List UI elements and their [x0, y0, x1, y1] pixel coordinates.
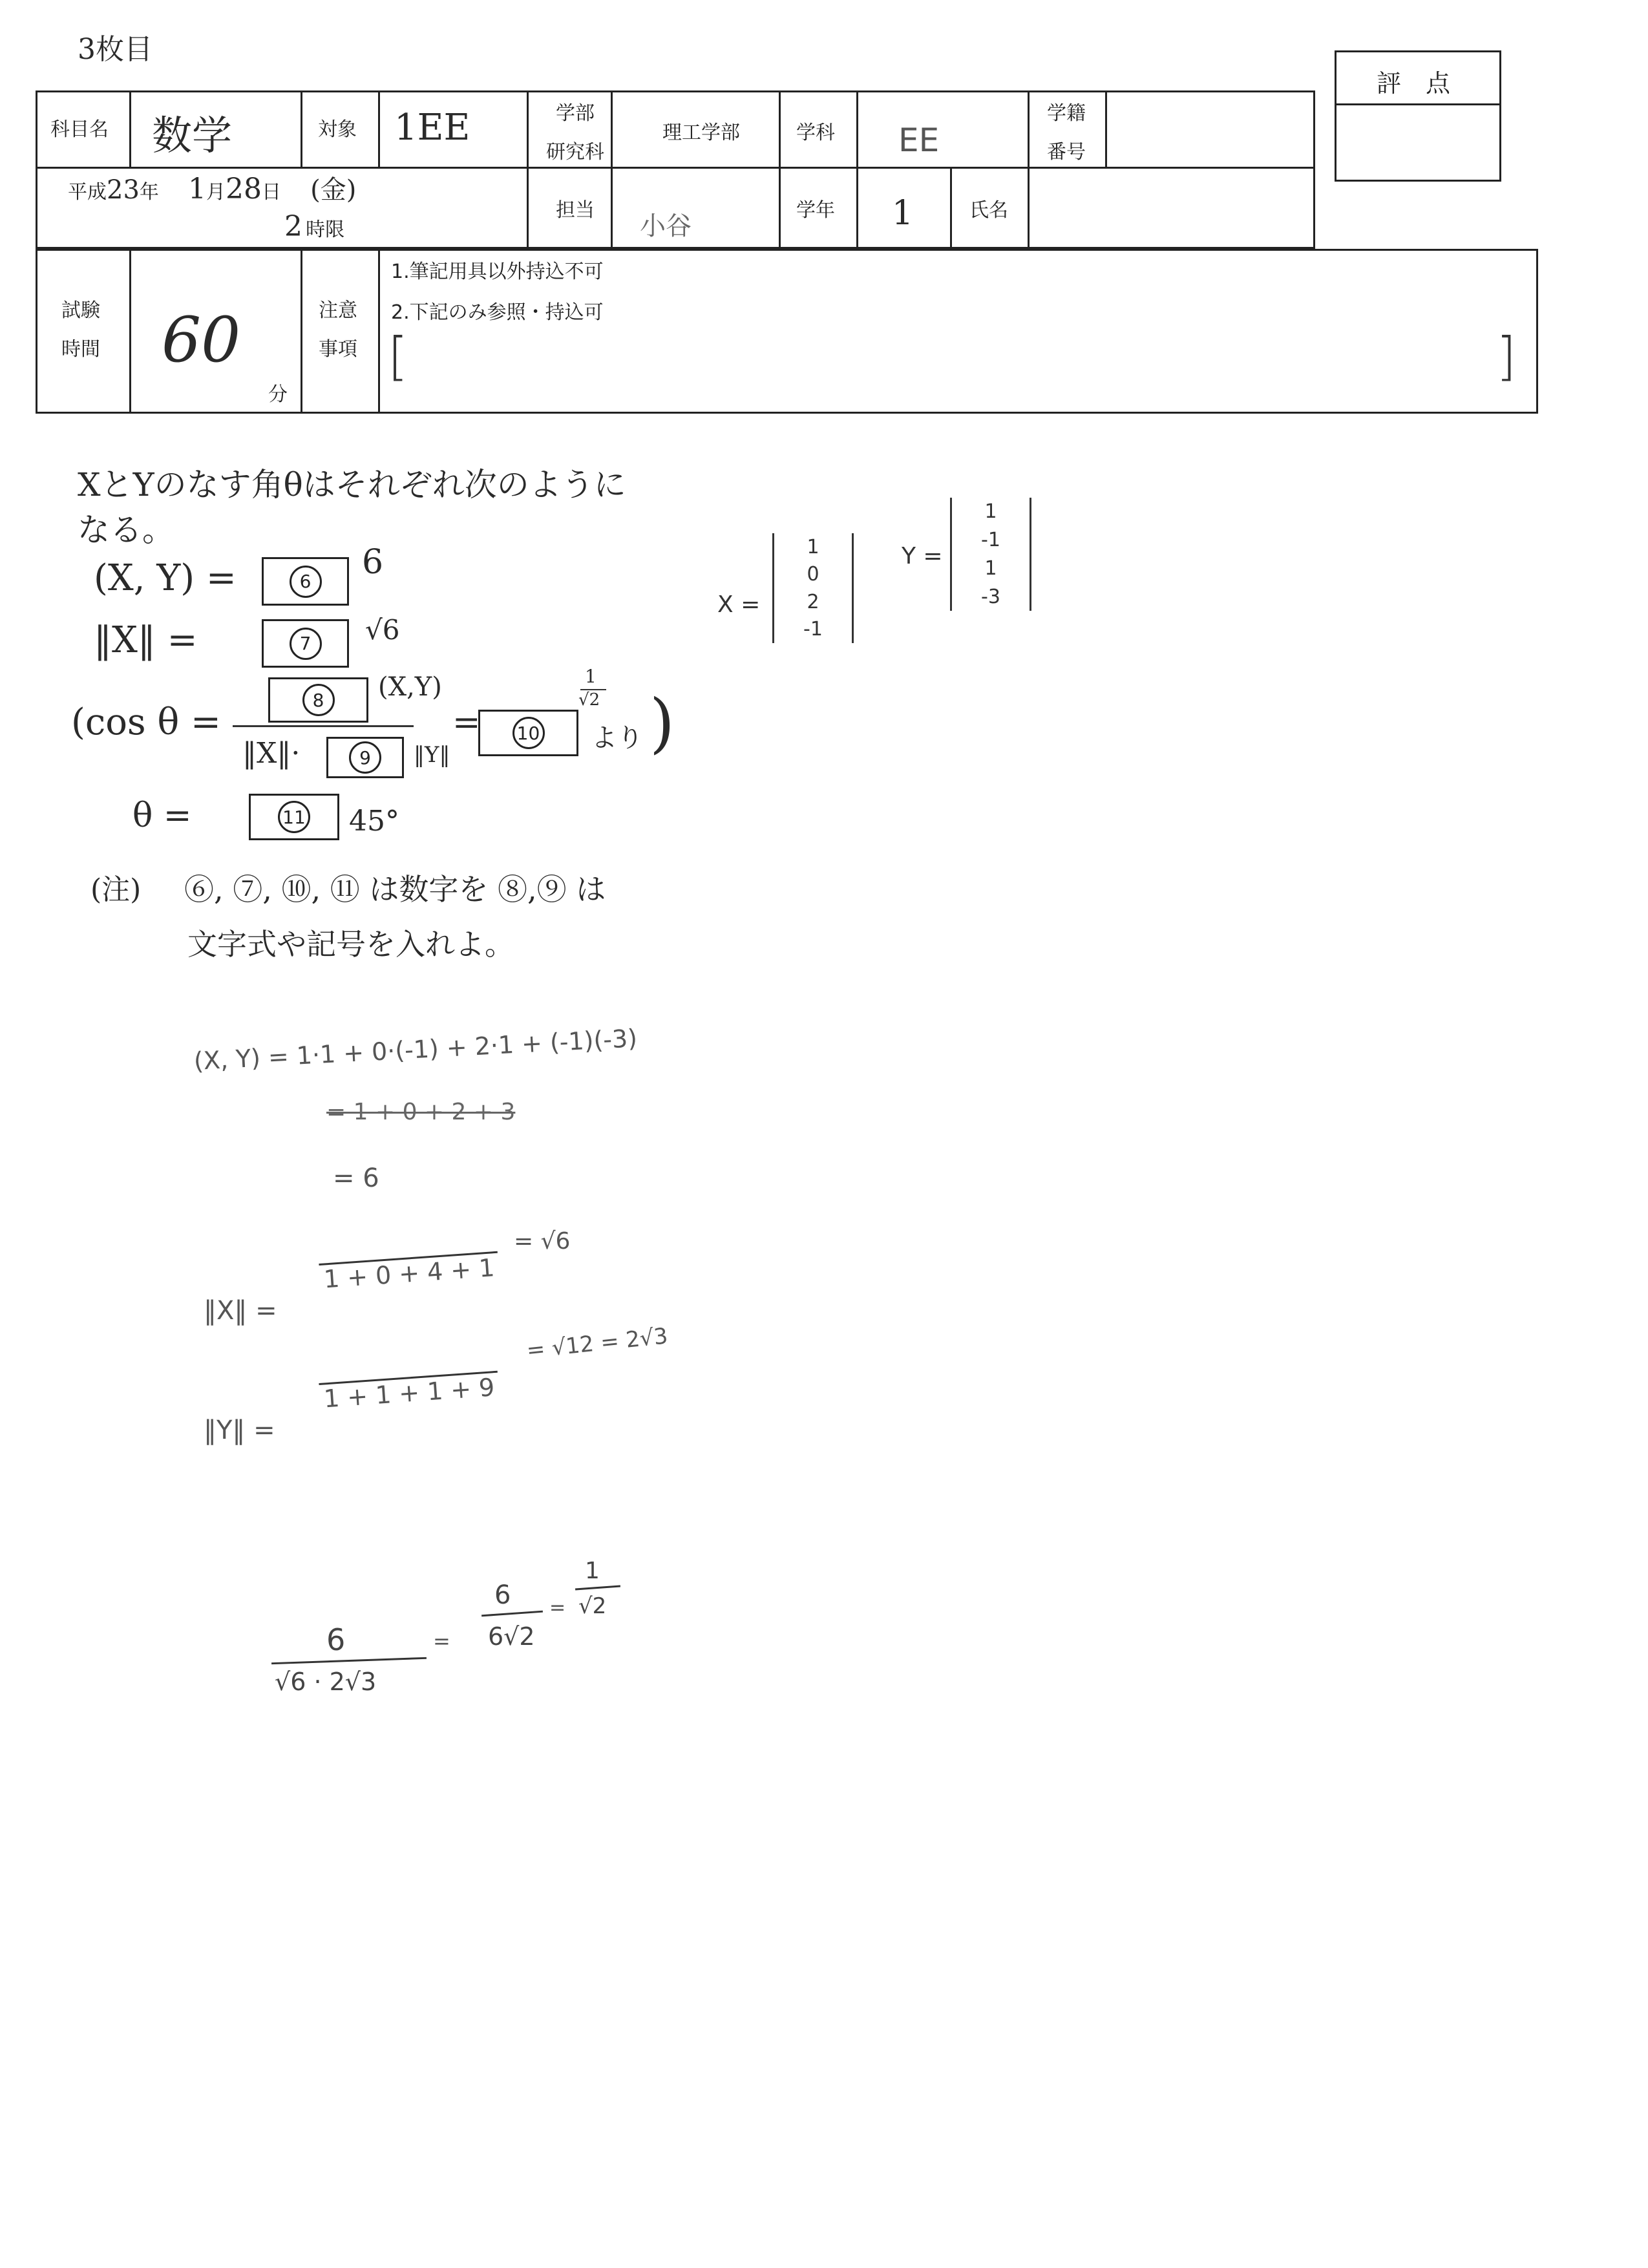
subject-value: 数学	[152, 112, 233, 159]
vector-y-entry: 1	[984, 500, 997, 524]
notes-label-2: 事項	[319, 338, 357, 361]
bracket-close: ]	[1496, 326, 1517, 387]
work-normx-lhs: ‖X‖ =	[204, 1296, 277, 1326]
answer-9: ‖Y‖	[414, 742, 450, 768]
work-inner-2: = 1 + 0 + 2 + 3	[326, 1099, 516, 1125]
work-frac3-num: 1	[585, 1558, 600, 1584]
vector-x-entry: 1	[807, 535, 819, 558]
score-label: 評 点	[1377, 69, 1451, 98]
answer-10-num: 1	[585, 666, 597, 687]
norm-x-lhs: ‖X‖ =	[94, 619, 198, 661]
answer-box-11: 11	[249, 794, 339, 840]
teacher-value: 小谷	[640, 211, 692, 241]
faculty-value: 理工学部	[662, 122, 740, 144]
theta-lhs: θ =	[132, 796, 192, 835]
exam-info-table	[36, 249, 1538, 414]
vector-y-entry: -1	[981, 529, 1000, 552]
vector-x-label: X =	[717, 591, 761, 618]
work-normy-result: = √12 = 2√3	[525, 1323, 670, 1364]
answer-10-den: √2	[578, 690, 600, 710]
note-line-1: ⑥, ⑦, ⑩, ⑪ は数字を ⑧,⑨ は	[184, 872, 606, 907]
note-line-2: 文字式や記号を入れよ。	[187, 927, 514, 962]
intro-line-2: なる。	[78, 511, 174, 549]
notes-label-1: 注意	[319, 299, 357, 322]
work-frac-eq1: =	[433, 1629, 450, 1653]
cos-denominator-lhs: ‖X‖·	[242, 737, 301, 770]
target-label: 対象	[318, 118, 357, 141]
exam-time-value: 60	[162, 304, 241, 376]
grade-label: 学年	[796, 199, 835, 222]
cos-lhs: (cos θ =	[71, 701, 221, 743]
work-normy-lhs: ‖Y‖ =	[204, 1415, 275, 1445]
faculty-label-2: 研究科	[546, 141, 604, 164]
answer-8: (X,Y)	[378, 672, 442, 702]
vector-y	[950, 498, 1031, 611]
vector-y-entry: -3	[981, 585, 1000, 608]
answer-10-tail: より	[591, 723, 643, 753]
work-inner-1: (X, Y) = 1·1 + 0·(-1) + 2·1 + (-1)(-3)	[193, 1024, 639, 1076]
exam-time-label-1: 試験	[61, 299, 100, 322]
exam-period: 2 時限	[284, 210, 345, 243]
work-normx-result: = √6	[514, 1228, 571, 1255]
vector-x-entry: 2	[807, 590, 819, 613]
cos-close-paren: )	[650, 685, 675, 761]
exam-time-label-2: 時間	[61, 338, 100, 361]
student-no-label-2: 番号	[1047, 141, 1086, 164]
vector-x-entry: 0	[807, 563, 819, 586]
student-no-label-1: 学籍	[1047, 102, 1086, 125]
answer-11: 45°	[349, 805, 399, 838]
subject-label: 科目名	[50, 118, 109, 141]
vector-x	[772, 533, 854, 643]
sheet-mark: 3枚目	[78, 33, 153, 66]
answer-6: 6	[362, 543, 384, 582]
work-frac1-num: 6	[326, 1622, 346, 1657]
answer-box-8: 8	[268, 677, 368, 723]
vector-y-entry: 1	[984, 556, 997, 580]
bracket-open: [	[388, 326, 408, 387]
dept-value: EE	[898, 122, 940, 159]
intro-line-1: XとYのなす角θはそれぞれ次のように	[78, 466, 626, 503]
cos-fraction-bar	[233, 725, 414, 727]
note-prefix: (注)	[90, 873, 142, 906]
work-normy-radicand: 1 + 1 + 1 + 9	[319, 1371, 499, 1414]
note-2: 2.下記のみ参照・持込可	[391, 301, 604, 324]
work-inner-3: = 6	[333, 1163, 379, 1193]
faculty-label-1: 学部	[556, 102, 595, 125]
work-frac1-den: √6 · 2√3	[275, 1668, 377, 1696]
work-normx-radicand: 1 + 0 + 4 + 1	[319, 1251, 499, 1294]
answer-box-6: 6	[262, 557, 349, 606]
cos-equals: =	[452, 703, 481, 742]
answer-box-10: 10	[478, 710, 578, 756]
work-frac2-den: 6√2	[488, 1622, 535, 1651]
answer-7: √6	[365, 614, 400, 646]
answer-box-7: 7	[262, 619, 349, 668]
grade-value: 1	[892, 194, 914, 233]
score-divider	[1335, 103, 1501, 105]
answer-box-9: 9	[326, 737, 404, 778]
teacher-label: 担当	[556, 199, 595, 222]
target-value: 1EE	[394, 107, 470, 149]
note-1: 1.筆記用具以外持込不可	[391, 260, 604, 283]
name-label: 氏名	[969, 199, 1008, 222]
work-frac2-num: 6	[494, 1580, 511, 1610]
inner-product-lhs: (X, Y) =	[94, 557, 237, 599]
work-frac-eq2: =	[549, 1596, 566, 1619]
work-frac3-den: √2	[578, 1593, 607, 1619]
dept-label: 学科	[796, 122, 835, 144]
exam-date: 平成23年 1月28日 (金)	[68, 173, 357, 206]
exam-time-unit: 分	[268, 383, 288, 406]
vector-x-entry: -1	[803, 618, 823, 641]
header-row-divider	[36, 167, 1315, 169]
vector-y-label: Y =	[902, 543, 943, 569]
